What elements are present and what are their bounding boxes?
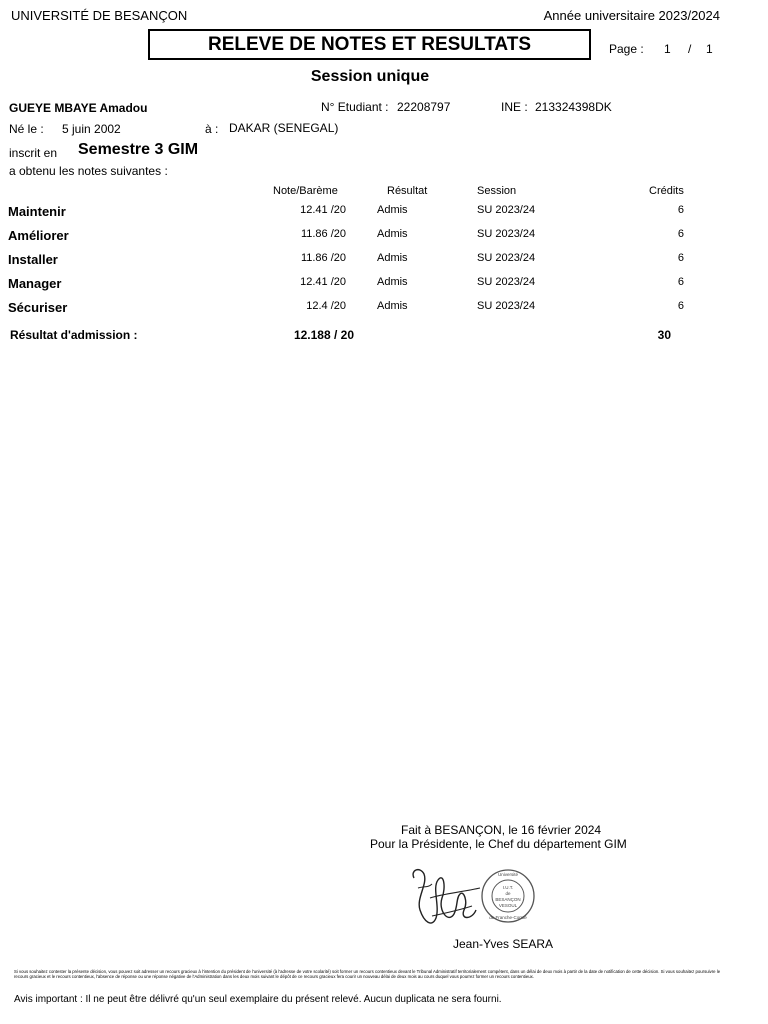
subject-session: SU 2023/24 <box>477 276 536 288</box>
birth-date-label: Né le : <box>9 122 44 136</box>
birth-place-label: à : <box>205 122 219 136</box>
admission-result-label: Résultat d'admission : <box>10 328 138 342</box>
subject-credits: 6 <box>677 300 684 312</box>
subject-result: Admis <box>377 228 408 240</box>
subject-name: Manager <box>8 276 62 291</box>
document-title: RELEVE DE NOTES ET RESULTATS <box>148 29 591 60</box>
subject-session: SU 2023/24 <box>477 300 536 312</box>
subject-result: Admis <box>377 276 408 288</box>
subject-credits: 6 <box>677 204 684 216</box>
subject-name: Maintenir <box>8 204 66 219</box>
university-name: UNIVERSITÉ DE BESANÇON <box>11 8 188 23</box>
table-row <box>0 228 768 246</box>
credits-column-header: Crédits <box>649 185 684 197</box>
subject-name: Améliorer <box>8 228 69 243</box>
birth-date: 5 juin 2002 <box>62 122 121 136</box>
student-number-label: N° Etudiant : <box>321 100 389 114</box>
stamp-text: Université <box>497 872 518 877</box>
page-separator: / <box>688 42 692 56</box>
stamp-text: de Franche-Comté <box>489 915 527 920</box>
admission-result-credits: 30 <box>657 328 671 342</box>
table-row <box>0 300 768 318</box>
stamp-text: BESANÇON <box>495 897 521 902</box>
subject-session: SU 2023/24 <box>477 252 536 264</box>
subject-grade: 11.86 /20 <box>300 252 346 264</box>
subject-grade: 12.41 /20 <box>300 204 346 216</box>
subject-session: SU 2023/24 <box>477 204 536 216</box>
stamp-text: I.U.T. <box>502 885 514 890</box>
subject-credits: 6 <box>677 252 684 264</box>
student-number: 22208797 <box>397 100 451 114</box>
subject-grade: 11.86 /20 <box>300 228 346 240</box>
program-name: Semestre 3 GIM <box>78 141 199 158</box>
subject-result: Admis <box>377 300 408 312</box>
subject-result: Admis <box>377 204 408 216</box>
session-title: Session unique <box>310 68 430 85</box>
ine-number: 213324398DK <box>535 100 612 114</box>
table-row <box>0 204 768 222</box>
page-label: Page : <box>609 42 644 56</box>
stamp-text: VESOUL <box>498 903 518 908</box>
subject-session: SU 2023/24 <box>477 228 536 240</box>
subject-credits: 6 <box>677 228 684 240</box>
obtained-text: a obtenu les notes suivantes : <box>9 164 168 178</box>
stamp-text: de <box>505 891 511 896</box>
session-column-header: Session <box>477 185 517 197</box>
subject-grade: 12.4 /20 <box>306 300 346 312</box>
signatory-name: Jean-Yves SEARA <box>453 937 554 951</box>
legal-notice: Si vous souhaitez contester la présente décision, vous pouvez soit adresser un recours gracieux à l'intention du président de l'université (à l'adresse de votre scolarité) soit former un recours contentieux devant le Tribunal Administratif territorialement compétent, dans un délai de deux mois à partir de la date de notification de cette décision. Si vous souhaitez poursuivre le recours gracieux et le recours contentieux, l'absence de réponse ou une réponse négative de l'Administration dans les deux mois suivant le dépôt de ce recours gracieux fera courir un nouveau délai de deux mois au cours duquel vous pourrez former un recours contentieux. <box>14 969 721 980</box>
subject-credits: 6 <box>677 276 684 288</box>
table-row <box>0 276 768 294</box>
signature-image <box>402 858 492 936</box>
page-current: 1 <box>664 42 671 56</box>
result-column-header: Résultat <box>387 185 428 197</box>
signatory-role: Pour la Présidente, le Chef du département GIM <box>370 837 627 851</box>
page-total: 1 <box>706 42 713 56</box>
student-name: GUEYE MBAYE Amadou <box>9 101 148 115</box>
academic-year: Année universitaire 2023/2024 <box>543 8 720 23</box>
place-date: Fait à BESANÇON, le 16 février 2024 <box>401 823 602 837</box>
subject-result: Admis <box>377 252 408 264</box>
admission-result-grade: 12.188 / 20 <box>293 328 354 342</box>
official-stamp <box>480 868 536 924</box>
grade-column-header: Note/Barème <box>273 185 338 197</box>
subject-name: Installer <box>8 252 58 267</box>
birth-place: DAKAR (SENEGAL) <box>229 121 339 135</box>
ine-label: INE : <box>501 100 528 114</box>
subject-grade: 12.41 /20 <box>300 276 346 288</box>
table-row <box>0 252 768 270</box>
enrolled-label: inscrit en <box>9 146 58 160</box>
subject-name: Sécuriser <box>8 300 68 315</box>
important-notice: Avis important : Il ne peut être délivré qu'un seul exemplaire du présent relevé. Aucun duplicata ne sera fourni. <box>14 994 502 1005</box>
